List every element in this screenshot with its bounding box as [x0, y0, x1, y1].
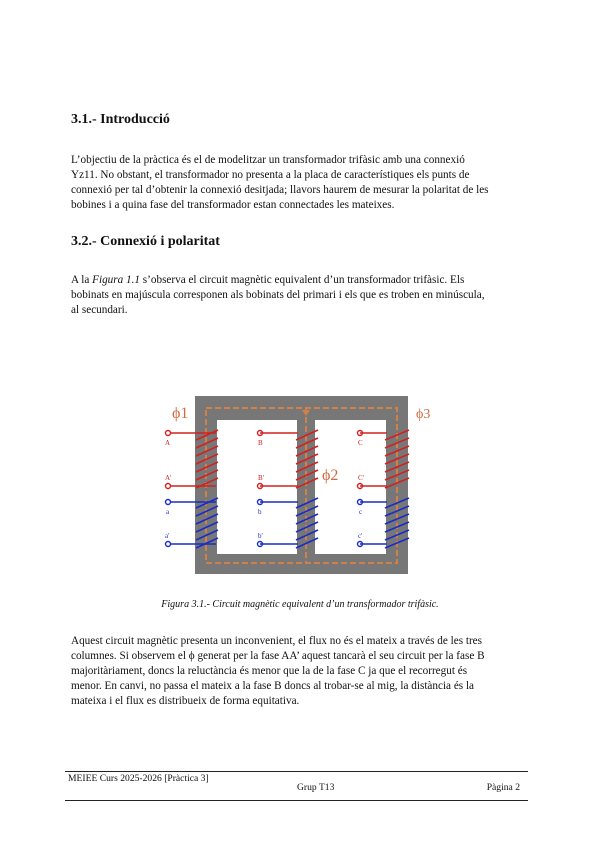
- paragraph-line: majoritàriament, doncs la reluctància és menor que la de la fase C ja que el recorregut és: [71, 665, 468, 677]
- footer-group: Grup T13: [297, 782, 335, 793]
- label-a: a: [166, 508, 170, 516]
- label-C-prime: C': [358, 474, 364, 482]
- paragraph-line: Yz11. No obstant, el transformador no presenta a la placa de característiques els punts de: [71, 169, 470, 181]
- paragraph-line: [71, 273, 526, 288]
- paragraph-line: mateixa i el flux es distribueix de forma equitativa.: [71, 695, 300, 707]
- flux-label-1: ϕ1: [172, 405, 189, 422]
- intro-prefix: A la: [71, 274, 93, 286]
- section-1-heading: 3.1.- Introducció: [71, 112, 170, 127]
- label-B: B: [258, 439, 263, 447]
- label-b-prime: b': [258, 532, 263, 540]
- paragraph-line: bobinats en majúscula corresponen als bobinats del primari i els que es troben en minúscula,: [71, 289, 485, 301]
- label-A: A: [165, 439, 171, 447]
- paragraph-line: menor. En canvi, no passa el mateix a la fase B doncs al trobar-se al mig, la distància és la: [71, 680, 475, 692]
- page-footer: [65, 771, 528, 801]
- magnetic-circuit-figure: [160, 396, 430, 584]
- intro-rest: s’observa el circuit magnètic equivalent d’un transformador trifàsic. Els: [140, 274, 465, 286]
- paragraph-line: L’objectiu de la pràctica és el de modelitzar un transformador trifàsic amb una connexió: [71, 154, 465, 166]
- paragraph-line: Aquest circuit magnètic presenta un inconvenient, el flux no és el mateix a través de les tres: [71, 635, 482, 647]
- label-c: c: [359, 508, 363, 516]
- paragraph-line: bobines i a quina fase del transformador estan connectades les mateixes.: [71, 199, 395, 211]
- paragraph-line: columnes. Si observem el ϕ generat per la fase AA’ aquest tancarà el seu circuit per la fase B: [71, 650, 485, 662]
- paragraph-line: al secundari.: [71, 304, 128, 316]
- figure-caption: Figura 3.1.- Circuit magnètic equivalent d’un transformador trifàsic.: [161, 599, 439, 610]
- figure-reference: Figura 1.1: [92, 274, 140, 286]
- label-B-prime: B': [258, 474, 264, 482]
- label-C: C: [358, 439, 363, 447]
- section-2-heading: 3.2.- Connexió i polaritat: [71, 234, 220, 249]
- flux-label-2: ϕ2: [322, 467, 339, 484]
- label-c-prime: c': [358, 532, 363, 540]
- label-b: b: [258, 508, 262, 516]
- label-A-prime: A': [165, 474, 172, 482]
- paragraph-line: connexió per tal d’obtenir la connexió desitjada; llavors haurem de mesurar la polaritat de les: [71, 184, 489, 196]
- footer-page-number: Pàgina 2: [486, 782, 520, 793]
- flux-label-3: ϕ3: [416, 407, 430, 422]
- footer-course: MEIEE Curs 2025-2026 [Pràctica 3]: [68, 773, 209, 784]
- label-a-prime: a': [165, 532, 170, 540]
